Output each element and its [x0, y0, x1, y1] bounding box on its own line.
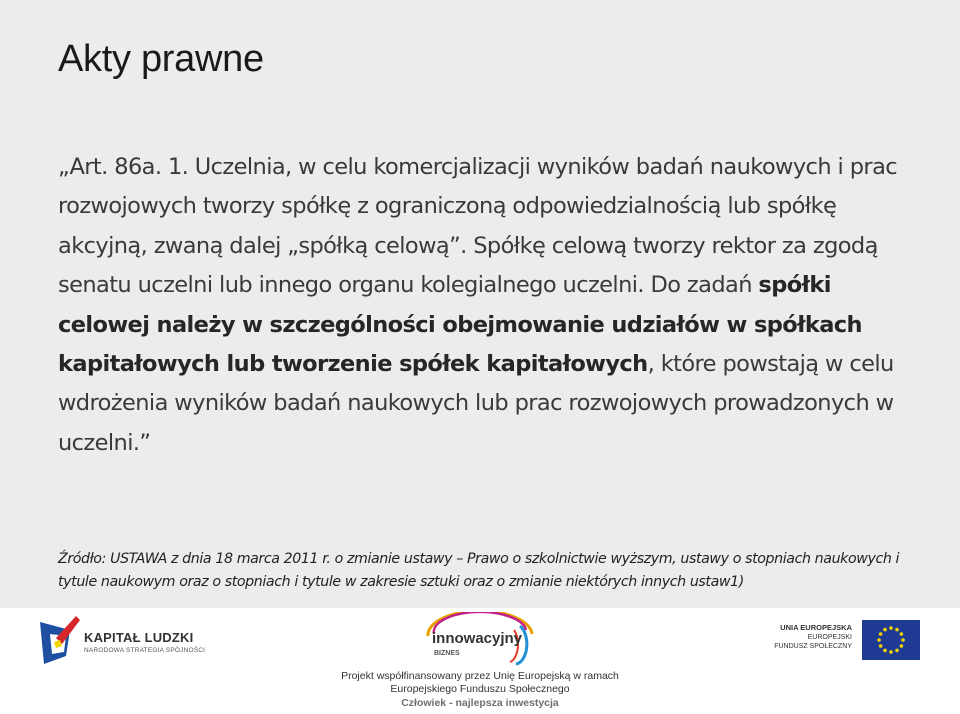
kapital-ludzki-title: KAPITAŁ LUDZKI — [84, 630, 194, 645]
eu-label-line2: EUROPEJSKI — [807, 634, 852, 641]
kapital-ludzki-subtitle: NARODOWA STRATEGIA SPÓJNOŚCI — [84, 647, 206, 654]
article-text-part2: , które powstają w celu wdrożenia wyników badań naukowych lub prac rozwojowych prowadzonych w uczelni.” — [58, 351, 894, 456]
innowacyjny-subtitle: BIZNES — [434, 650, 460, 657]
source-citation: Źródło: USTAWA z dnia 18 marca 2011 r. o zmianie ustawy – Prawo o szkolnictwie wyższym, ustawy o stopniach naukowych i tytule naukowym oraz o stopniach i tytule w zakresie sztuki oraz o zmianie niektórych innych ustaw1) — [58, 551, 900, 590]
eu-label — [736, 622, 852, 651]
slide-title: Akty prawne — [58, 38, 264, 80]
eu-flag-icon — [862, 620, 920, 660]
article-text-bold: spółki celowej należy w szczególności obejmowanie udziałów w spółkach kapitałowych lub tworzenie spółek kapitałowych — [58, 272, 862, 378]
eu-label-line3: FUNDUSZ SPOŁECZNY — [774, 643, 852, 650]
project-funding-note — [300, 670, 660, 695]
article-text-part1: „Art. 86a. 1. Uczelnia, w celu komercjalizacji wyników badań naukowych i prac rozwojowych tworzy spółkę z ograniczoną odpowiedzialnością lub spółkę akcyjną, zwaną dalej „spółką celową”. Spółkę celową tworzy rektor za zgodą senatu uczelni lub innego organu kolegialnego uczelni. Do zadań — [58, 154, 898, 299]
project-funding-line2: Europejskiego Funduszu Społecznego — [390, 682, 570, 695]
article-text — [58, 148, 918, 463]
footer-motto: Człowiek - najlepsza inwestycja — [401, 697, 559, 709]
project-funding-line1: Projekt współfinansowany przez Unię Europejską w ramach — [341, 670, 619, 682]
eu-label-line1: UNIA EUROPEJSKA — [780, 623, 852, 632]
innowacyjny-title: innowacyjny — [432, 630, 523, 647]
